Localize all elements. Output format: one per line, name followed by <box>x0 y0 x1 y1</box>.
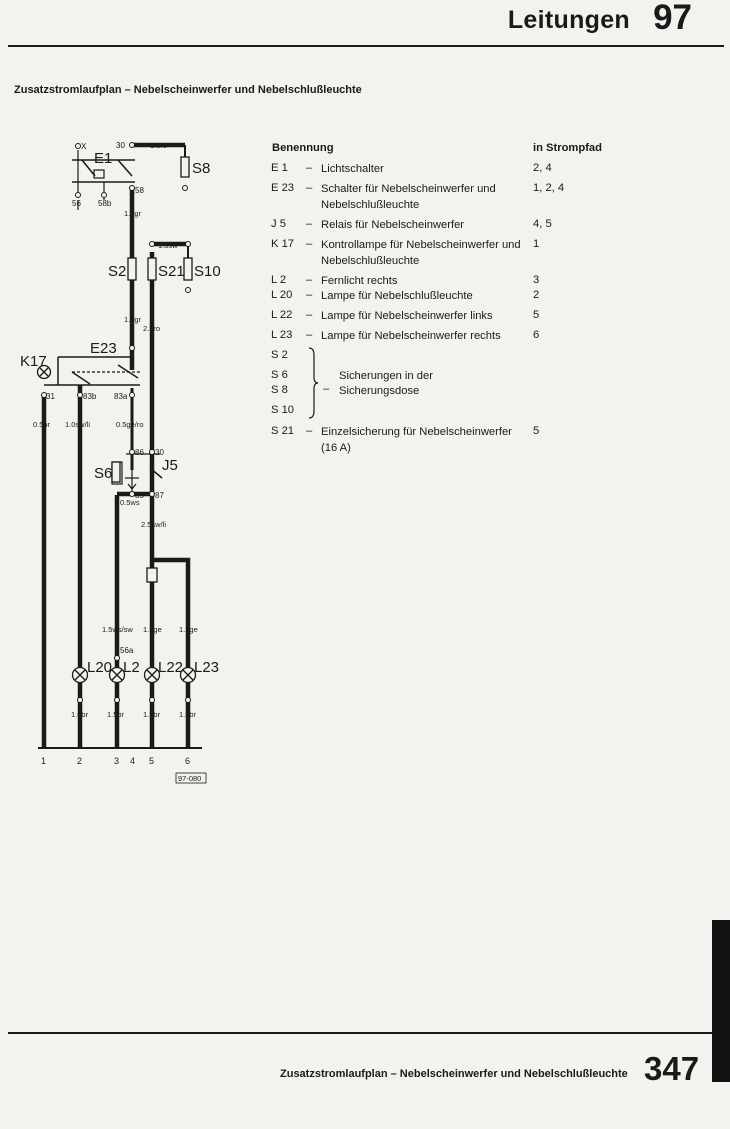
wire-labels <box>33 141 198 719</box>
label-j5: J5 <box>162 457 178 474</box>
legend-code: K 17 <box>271 238 295 250</box>
path-number-4: 4 <box>130 756 136 766</box>
legend-desc: Einzelsicherung für Nebelscheinwerfer (16 A) <box>321 426 512 454</box>
legend-code: S 10 <box>271 404 295 416</box>
thumb-index-tab <box>712 920 730 1082</box>
legend-path: 6 <box>533 329 540 341</box>
page-number: 347 <box>644 1050 700 1087</box>
legend-path: 1 <box>533 238 540 250</box>
wires <box>38 145 202 748</box>
wire-15gr: 1.5gr <box>124 209 142 218</box>
path-number-5: 5 <box>149 756 155 766</box>
wire-15sw: 1.5sw <box>158 241 178 250</box>
legend-heading-name: Benennung <box>272 142 334 154</box>
terminal-56a: 56a <box>120 646 134 655</box>
legend-code: S 2 <box>271 349 288 361</box>
fuse-s10 <box>184 258 192 280</box>
legend-path: 5 <box>533 425 540 437</box>
label-s21: S21 <box>158 263 185 280</box>
label-l23: L23 <box>194 659 220 676</box>
wire-10swli: 1.0sw/li <box>65 420 91 429</box>
terminal-31: 31 <box>46 392 55 401</box>
wire-05ws: 0.5ws <box>120 498 140 507</box>
legend-code: S 21 <box>271 425 295 437</box>
path-numbers <box>41 756 190 766</box>
wire-15ro: 1.5ro <box>150 141 168 150</box>
legend-code: E 23 <box>271 182 295 194</box>
legend-desc: Sicherungen in der Sicherungsdose <box>339 370 433 397</box>
wire-25ro: 2.5ro <box>143 324 161 333</box>
legend-code: L 2 <box>271 274 287 286</box>
terminal-56: 56 <box>72 199 81 208</box>
legend-desc: Schalter für Nebelscheinwerfer und Nebelschlußleuchte <box>321 183 496 211</box>
terminal-58b: 58b <box>98 199 112 208</box>
legend-desc: Lampe für Nebelscheinwerfer links <box>321 310 493 322</box>
lamp-l20 <box>73 668 88 683</box>
terminal-30-relay: 30 <box>155 448 164 457</box>
label-e23: E23 <box>90 340 117 357</box>
legend-desc: Relais für Nebelscheinwerfer <box>321 219 465 231</box>
legend-path: 2 <box>533 289 540 301</box>
wire-10gr: 1.0gr <box>124 315 142 324</box>
terminal-58: 58 <box>135 186 144 195</box>
legend-path: 4, 5 <box>533 218 552 230</box>
fuse-s8 <box>181 157 189 177</box>
legend-code: S 8 <box>271 384 288 396</box>
wire-25swli: 2.5sw/li <box>141 520 167 529</box>
legend-path: 5 <box>533 309 540 321</box>
wire-15br-6: 1.5br <box>179 710 197 719</box>
label-l20: L20 <box>87 659 113 676</box>
wire-15ge-5: 1.5ge <box>143 625 162 634</box>
diagram-reference: 97-080 <box>178 774 202 783</box>
label-s2: S2 <box>108 263 127 280</box>
component-labels <box>20 150 221 676</box>
legend-desc: Lampe für Nebelschlußleuchte <box>321 290 473 302</box>
legend-desc: Kontrollampe für Nebelscheinwerfer und Nebelschlußleuchte <box>321 239 521 267</box>
wire-15wssw: 1.5ws/sw <box>102 625 133 634</box>
terminal-87: 87 <box>155 491 164 500</box>
legend-desc: Lampe für Nebelscheinwerfer rechts <box>321 330 501 342</box>
legend-path: 1, 2, 4 <box>533 182 565 194</box>
wire-15br-5: 1.5br <box>143 710 161 719</box>
label-s10: S10 <box>194 263 221 280</box>
wire-10br: 1.0br <box>71 710 89 719</box>
legend-desc: Fernlicht rechts <box>321 275 398 287</box>
terminal-x: X <box>81 142 87 151</box>
legend-code: L 23 <box>271 329 293 341</box>
fuse-s21 <box>148 258 156 280</box>
path-number-6: 6 <box>185 756 191 766</box>
legend-code: S 6 <box>271 369 288 381</box>
terminal-83b: 83b <box>83 392 97 401</box>
legend-heading-path: in Strompfad <box>533 142 602 154</box>
header-number: 97 <box>653 0 692 37</box>
fuse-s2 <box>128 258 136 280</box>
legend-code: E 1 <box>271 162 288 174</box>
header-title: Leitungen <box>507 6 630 34</box>
label-s6: S6 <box>94 465 113 482</box>
wire-05br: 0.5br <box>33 420 51 429</box>
page-subtitle: Zusatzstromlaufplan – Nebelscheinwerfer und Nebelschlußleuchte <box>14 84 362 96</box>
terminal-86: 86 <box>135 448 144 457</box>
path-number-2: 2 <box>77 756 83 766</box>
footer-text: Zusatzstromlaufplan – Nebelscheinwerfer und Nebelschlußleuchte <box>280 1068 628 1080</box>
label-s8: S8 <box>192 160 211 177</box>
path-number-1: 1 <box>41 756 47 766</box>
terminal-30: 30 <box>116 141 125 150</box>
wire-05gero: 0.5ge/ro <box>116 420 144 429</box>
terminal-85: 85 <box>135 491 144 500</box>
path-number-3: 3 <box>114 756 120 766</box>
label-k17: K17 <box>20 353 47 370</box>
connector-box <box>147 568 157 582</box>
fuse-s6 <box>112 462 120 482</box>
footer-rule <box>8 1032 712 1034</box>
label-l22: L22 <box>158 659 184 676</box>
legend-fuse-group: S 2 S 6 S 8 S 10 – Sicherungen in der Sicherungsdose <box>271 349 651 421</box>
legend-code: L 20 <box>271 289 293 301</box>
label-l2: L2 <box>123 659 140 676</box>
legend-path: 3 <box>533 274 540 286</box>
wire-15ge-6: 1.5ge <box>179 625 198 634</box>
legend-code: L 22 <box>271 309 293 321</box>
label-e1: E1 <box>94 150 113 167</box>
wire-15br-3: 1.5br <box>107 710 125 719</box>
legend-desc: Lichtschalter <box>321 163 384 175</box>
terminal-83a: 83a <box>114 392 128 401</box>
brace-icon <box>307 347 319 419</box>
legend-code: J 5 <box>271 218 286 230</box>
legend-path: 2, 4 <box>533 162 552 174</box>
